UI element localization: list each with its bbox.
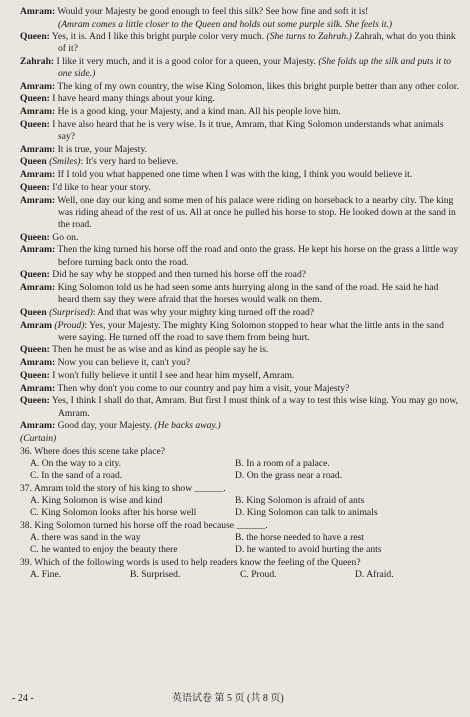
stage-direction: (Proud) xyxy=(54,319,85,331)
option-c[interactable]: C. In the sand of a road. xyxy=(30,470,123,482)
speaker: Queen: xyxy=(20,231,50,243)
speaker: Amram: xyxy=(20,357,56,369)
question-stem xyxy=(20,557,460,569)
question-stem xyxy=(20,446,460,458)
footer-title: 英语试卷 第 5 页 (共 8 页) xyxy=(172,693,284,704)
speech-text: Then the king turned his horse off the road and onto the grass. He kept his horse on the grass a little way before turning back onto the road. xyxy=(57,244,459,268)
dialogue-line xyxy=(20,395,460,419)
dialogue-line xyxy=(20,344,460,356)
option-d[interactable]: D. On the grass near a road. xyxy=(235,470,343,482)
speech-text: : It's very hard to believe. xyxy=(80,156,179,168)
speaker: Amram: xyxy=(20,6,56,17)
speech-text: I have heard many things about your king. xyxy=(52,93,215,105)
dialogue-line xyxy=(20,357,460,369)
stage-direction: (He backs away.) xyxy=(154,420,221,432)
option-d[interactable]: D. King Solomon can talk to animals xyxy=(235,507,378,519)
dialogue-line xyxy=(20,169,460,181)
speech-text: Go on. xyxy=(52,231,79,243)
speech-text: If I told you what happened one time when I was with the king, I think you would believe it. xyxy=(57,169,413,181)
speaker: Amram: xyxy=(20,143,56,155)
speech-text: It is true, your Majesty. xyxy=(57,143,148,155)
speech-text: I like it very much, and it is a good color for a queen, your Majesty. xyxy=(56,55,316,67)
option-a[interactable]: A. King Solomon is wise and kind xyxy=(30,494,163,506)
question-stem xyxy=(20,520,460,532)
dialogue-line xyxy=(20,156,460,168)
speaker: Amram xyxy=(20,319,52,331)
speaker: Queen: xyxy=(20,344,50,356)
speaker: Amram: xyxy=(20,420,56,432)
dialogue-line xyxy=(20,144,460,156)
dialogue-line xyxy=(20,119,460,143)
option-a[interactable]: A. On the way to a city. xyxy=(30,457,122,469)
speech-text: Then why don't you come to our country and pay him a visit, your Majesty? xyxy=(57,382,350,394)
speech-text: I have also heard that he is very wise. Is it true, Amram, that King Solomon understands what animals say? xyxy=(52,118,444,143)
question-number: 36. xyxy=(20,445,32,457)
question-text: Amram told the story of his king to show ______. xyxy=(33,482,226,494)
speaker: Amram: xyxy=(20,106,56,118)
dialogue-line xyxy=(20,182,460,194)
speech-text: Yes, it is. And I like this bright purple color very much. xyxy=(51,30,265,42)
speaker: Queen: xyxy=(20,181,50,193)
speech-text: : Yes, your Majesty. The mighty King Solomon stopped to hear what the little ants in the sand were saying. He turned off the road to save them from being hurt. xyxy=(58,319,444,343)
speaker: Amram: xyxy=(20,244,56,256)
question-number: 38. xyxy=(20,519,32,531)
dialogue-line xyxy=(20,106,460,118)
question-options xyxy=(20,458,460,482)
dialogue-line xyxy=(20,31,460,55)
question-options xyxy=(20,495,460,519)
dialogue-line xyxy=(20,6,460,18)
speech-text: Zahrah, what do you think of it? xyxy=(58,30,456,55)
speech-text: Did he say why he stopped and then turned his horse off the road? xyxy=(52,269,306,281)
speaker: Amram: xyxy=(20,194,56,206)
speech-text: He is a good king, your Majesty, and a kind man. All his people love him. xyxy=(57,106,341,118)
option-c[interactable]: C. he wanted to enjoy the beauty there xyxy=(30,544,178,556)
stage-direction: (Amram comes a little closer to the Queen and holds out some purple silk. She feels it.) xyxy=(58,18,393,30)
stage-direction: (She folds up the silk and puts it to one side.) xyxy=(58,55,452,80)
dialogue-line xyxy=(20,420,460,432)
stage-direction: (She turns to Zahrah.) xyxy=(266,30,352,42)
dialogue-line xyxy=(20,195,460,232)
option-b[interactable]: B. the horse needed to have a rest xyxy=(235,532,364,544)
speaker: Queen: xyxy=(20,30,50,42)
question-options xyxy=(20,569,460,581)
dialogue-line xyxy=(20,307,460,319)
question-stem xyxy=(20,483,460,495)
option-b[interactable]: B. Surprised. xyxy=(130,569,181,581)
speaker: Queen: xyxy=(20,269,50,281)
question-text: King Solomon turned his horse off the road because ______. xyxy=(34,519,268,531)
page-number: - 24 - xyxy=(12,693,34,704)
option-d[interactable]: D. Afraid. xyxy=(355,569,394,581)
dialogue-line xyxy=(20,244,460,268)
speech-text: Now you can believe it, can't you? xyxy=(57,357,191,369)
option-a[interactable]: A. Fine. xyxy=(30,569,62,581)
curtain-note: (Curtain) xyxy=(20,432,57,444)
speech-text: Yes, I think I shall do that, Amram. But first I must think of a way to test this wise king. You may go now, Amram. xyxy=(51,395,459,419)
option-a[interactable]: A. there was sand in the way xyxy=(30,532,141,544)
speaker: Queen xyxy=(20,156,47,168)
question-text: Which of the following words is used to help readers know the feeling of the Queen? xyxy=(34,556,361,568)
question-number: 39. xyxy=(20,556,32,568)
option-d[interactable]: D. he wanted to avoid hurting the ants xyxy=(235,544,382,556)
speaker: Amram: xyxy=(20,80,56,92)
stage-direction: (Smiles) xyxy=(49,156,81,168)
speaker: Queen: xyxy=(20,369,50,381)
speech-text: King Solomon told us he had seen some ants hurrying along in the sand of the road. He said he had heard them say they were afraid that the horses would walk on them. xyxy=(57,281,439,306)
speech-text: The king of my own country, the wise King Solomon, likes this bright purple better than any other color. xyxy=(57,80,459,92)
option-b[interactable]: B. King Solomon is afraid of ants xyxy=(235,494,365,506)
dialogue-line xyxy=(20,282,460,306)
speaker: Queen: xyxy=(20,395,50,407)
dialogue-line xyxy=(20,383,460,395)
speaker: Amram: xyxy=(20,281,56,293)
question-options xyxy=(20,532,460,556)
dialogue-line xyxy=(20,320,460,344)
question-text: Where does this scene take place? xyxy=(34,445,166,457)
dialogue-line xyxy=(20,370,460,382)
speech-text: Well, one day our king and some men of his palace were riding on horseback to a nearby city. The king was riding ahead of the rest of us. All at once he pulled his horse to stop. He looked down at the sand in the road. xyxy=(57,194,456,230)
dialogue-line xyxy=(20,93,460,105)
speaker: Queen xyxy=(20,306,47,318)
speech-text: I won't fully believe it until I see and hear him myself, Amram. xyxy=(52,369,295,381)
dialogue-line xyxy=(20,81,460,93)
speaker: Queen: xyxy=(20,118,50,130)
speech-text: I'd like to hear your story. xyxy=(52,181,151,193)
speech-text: Good day, your Majesty. xyxy=(57,420,152,432)
speaker: Amram: xyxy=(20,169,56,181)
option-b[interactable]: B. In a room of a palace. xyxy=(235,457,330,469)
dialogue-line xyxy=(20,269,460,281)
dialogue-line xyxy=(20,232,460,244)
option-c[interactable]: C. King Solomon looks after his horse well xyxy=(30,507,197,519)
speaker: Amram: xyxy=(20,382,56,394)
speech-text: : And that was why your mighty king turned off the road? xyxy=(92,306,315,318)
question-number: 37. xyxy=(20,482,32,494)
dialogue-line xyxy=(20,56,460,80)
speech-text: Would your Majesty be good enough to feel this silk? See how fine and soft it is! xyxy=(57,6,369,17)
speaker: Zahrah: xyxy=(20,55,55,67)
speaker: Queen: xyxy=(20,93,50,105)
stage-direction: (Surprised) xyxy=(49,306,93,318)
speech-text: Then he must be as wise and as kind as people say he is. xyxy=(52,344,269,356)
option-c[interactable]: C. Proud. xyxy=(240,569,277,581)
